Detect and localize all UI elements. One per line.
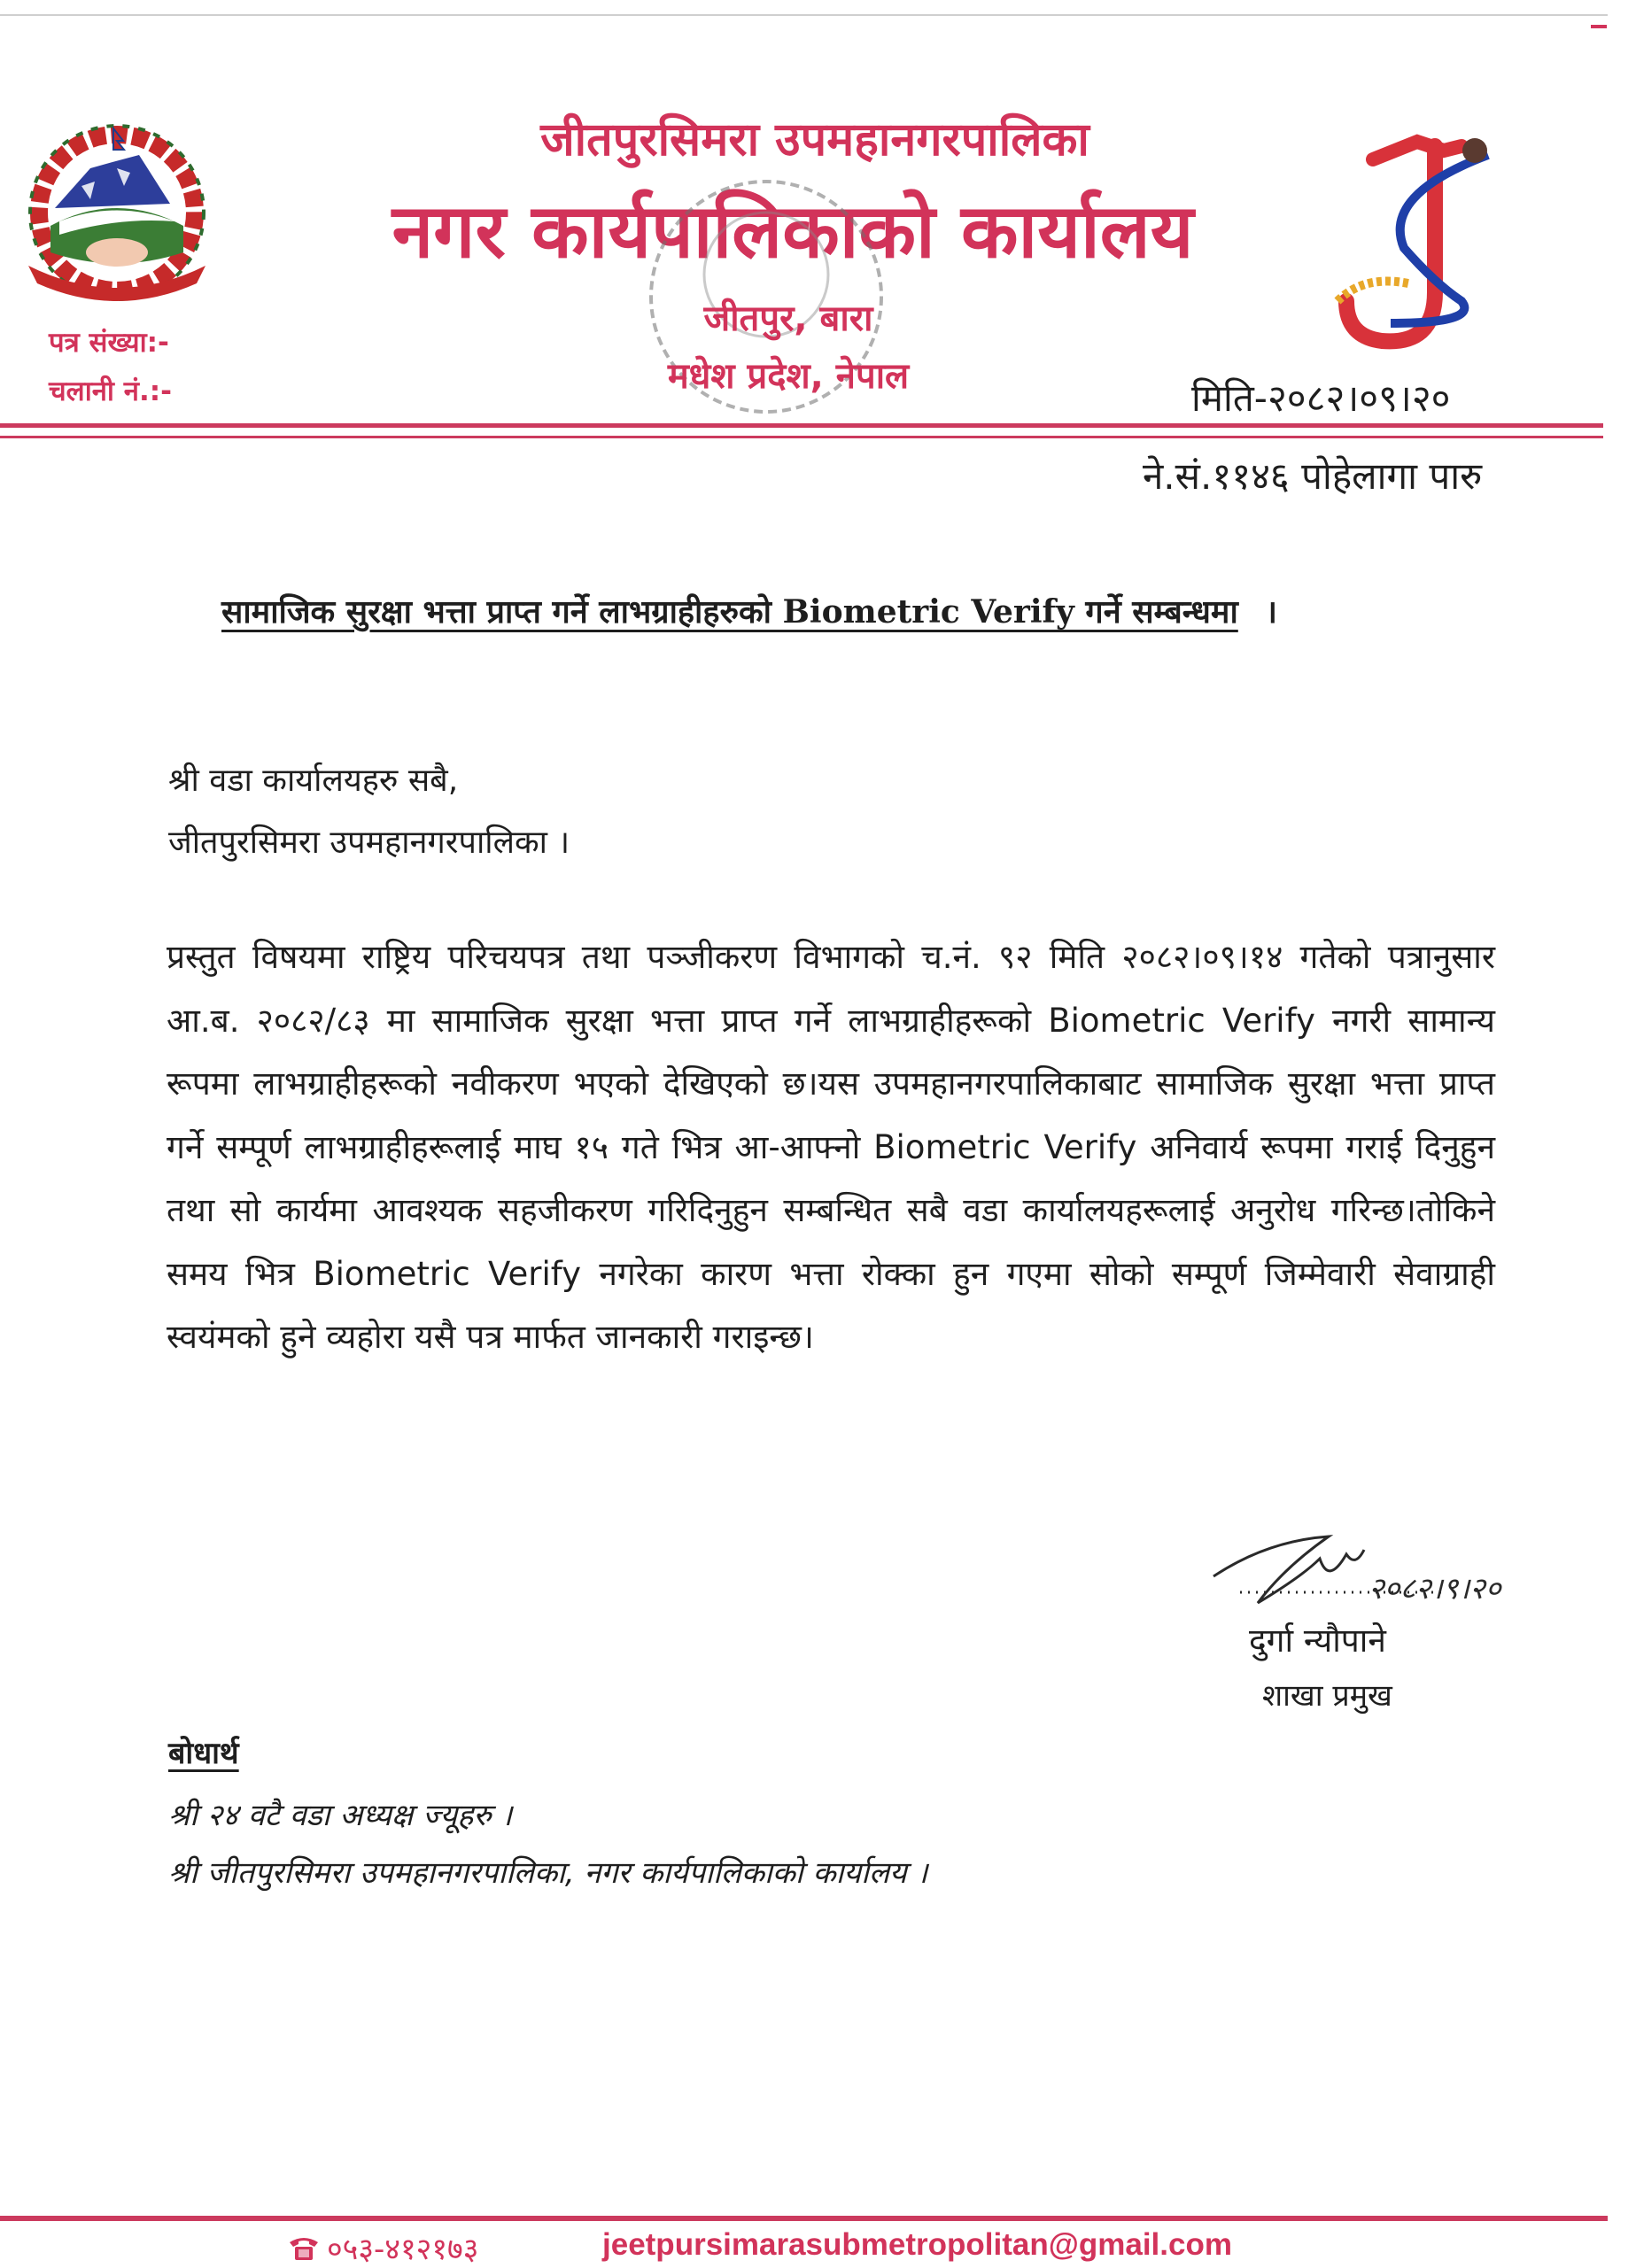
scan-edge-mark [1591,25,1607,28]
nepal-sambat-date: ने.सं.११४६ पोहेलागा पारु [1143,454,1483,498]
signature-handwritten-date: २०८२।९।२० [1369,1571,1501,1606]
header-divider [0,423,1603,428]
nepal-coat-of-arms-icon [19,120,214,310]
cc-item: श्री २४ वटै वडा अध्यक्ष ज्यूहरु । [168,1798,513,1833]
header-divider-thin [0,436,1603,438]
signatory-name: दुर्गा न्यौपाने [1249,1622,1386,1660]
letter-number-label: पत्र संख्या:- [49,327,169,359]
subject-line [221,589,1277,632]
phone-number: ०५३-४१२१७३ [327,2232,479,2267]
dispatch-number-label: चलानी नं.:- [49,375,173,407]
cc-heading: बोधार्थ [168,1736,239,1771]
municipality-logo-icon [1329,124,1559,363]
place-district: जीतपुर, बारा [703,298,873,339]
letter-date: मिति-२०८२।०९।२० [1191,376,1451,420]
footer-phone [288,2227,478,2268]
office-name: नगर कार्यपालिकाको कार्यालय [392,188,1194,275]
addressee-line-1: श्री वडा कार्यालयहरु सबै, [168,762,459,799]
scan-edge-line [0,14,1608,16]
cc-item: श्री जीतपुरसिमरा उपमहानगरपालिका, नगर कार्यपालिकाको कार्यालय । [168,1855,928,1891]
subject-text: सामाजिक सुरक्षा भत्ता प्राप्त गर्ने लाभग्राहीहरुको Biometric Verify गर्ने सम्बन्धमा [221,593,1238,631]
subject-end-mark: । [1265,593,1277,631]
addressee-line-2: जीतपुरसिमरा उपमहानगरपालिका । [168,824,570,861]
telephone-icon [288,2233,320,2262]
footer-divider [0,2216,1608,2221]
email-address[interactable]: jeetpursimarasubmetropolitan@gmail.com [602,2227,1232,2262]
place-province: मधेश प्रदेश, नेपाल [667,356,910,397]
municipality-name: जीतपुरसिमरा उपमहानगरपालिका [540,113,1089,166]
body-paragraph: प्रस्तुत विषयमा राष्ट्रिय परिचयपत्र तथा पञ्जीकरण विभागको च.नं. ९२ मिति २०८२।०९।१४ गतेको पत्रानुसार आ.ब. २०८२/८३ मा सामाजिक सुरक्षा भत्ता प्राप्त गर्ने लाभग्राहीहरूको Biometric Verify नगरी सामान्य रूपमा लाभग्राहीहरूको नवीकरण भएको देखिएको छ।यस उपमहानगरपालिकाबाट सामाजिक सुरक्षा भत्ता प्राप्त गर्ने सम्पूर्ण लाभग्राहीहरूलाई माघ १५ गते भित्र आ-आफ्नो Biometric Verify अनिवार्य रूपमा गराई दिनुहुन तथा सो कार्यमा आवश्यक सहजीकरण गरिदिनुहुन सम्बन्धित सबै वडा कार्यालयहरूलाई अनुरोध गरिन्छ।तोकिने समय भित्र Biometric Verify नगरेका कारण भत्ता रोक्का हुन गएमा सोको सम्पूर्ण जिम्मेवारी सेवाग्राही स्वयंमको हुने व्यहोरा यसै पत्र मार्फत जानकारी गराइन्छ। [167,938,1495,1356]
signatory-title: शाखा प्रमुख [1262,1678,1392,1714]
mountain-icon [55,155,170,208]
handshake-icon [86,238,148,267]
